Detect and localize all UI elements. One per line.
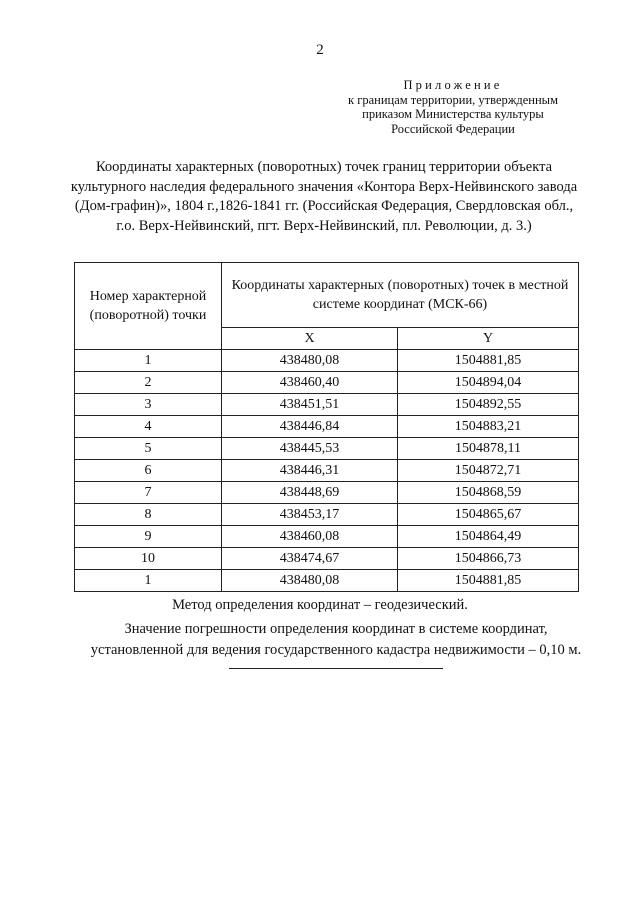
appendix-block (330, 78, 576, 136)
table-row (75, 438, 579, 460)
x-value: 438480,08 (222, 570, 398, 592)
appendix-line: к границам территории, утвержденным (348, 92, 558, 107)
y-value: 1504892,55 (398, 394, 579, 416)
x-value: 438448,69 (222, 482, 398, 504)
point-number: 8 (75, 504, 222, 526)
point-number: 4 (75, 416, 222, 438)
point-number: 1 (75, 350, 222, 372)
table-row (75, 394, 579, 416)
point-number: 1 (75, 570, 222, 592)
y-value: 1504894,04 (398, 372, 579, 394)
x-value: 438446,31 (222, 460, 398, 482)
table-row (75, 570, 579, 592)
table-row (75, 504, 579, 526)
table-row (75, 350, 579, 372)
closing-rule (229, 668, 443, 669)
point-number: 6 (75, 460, 222, 482)
x-value: 438474,67 (222, 548, 398, 570)
y-value: 1504868,59 (398, 482, 579, 504)
x-value: 438451,51 (222, 394, 398, 416)
point-number: 3 (75, 394, 222, 416)
method-note: Метод определения координат – геодезический. (172, 597, 468, 613)
appendix-line: Российской Федерации (391, 121, 515, 136)
x-column-header: X (222, 328, 398, 350)
y-value: 1504883,21 (398, 416, 579, 438)
point-number-header: Номер характерной (поворотной) точки (75, 263, 222, 350)
x-value: 438460,40 (222, 372, 398, 394)
y-value: 1504864,49 (398, 526, 579, 548)
point-number: 7 (75, 482, 222, 504)
y-value: 1504872,71 (398, 460, 579, 482)
page-number: 2 (316, 42, 324, 58)
y-column-header: Y (398, 328, 579, 350)
x-value: 438453,17 (222, 504, 398, 526)
x-value: 438460,08 (222, 526, 398, 548)
table-row (75, 482, 579, 504)
document-title: Координаты характерных (поворотных) точек границ территории объекта культурного наследия федерального значения «Контора Верх-Нейвинского завода (Дом-графин)», 1804 г.,1826-1841 гг. (Российская Федерация, Свердловская обл., г.о. Верх-Нейвинский, пгт. Верх-Нейвинский, пл. Революции, д. 3.) (70, 159, 578, 234)
y-value: 1504865,67 (398, 504, 579, 526)
y-value: 1504878,11 (398, 438, 579, 460)
y-value: 1504881,85 (398, 570, 579, 592)
point-number: 10 (75, 548, 222, 570)
x-value: 438480,08 (222, 350, 398, 372)
y-value: 1504866,73 (398, 548, 579, 570)
point-number: 9 (75, 526, 222, 548)
precision-note: Значение погрешности определения координат в системе координат, установленной для ведения государственного кадастра недвижимости – 0,10 м. (90, 621, 582, 658)
x-value: 438445,53 (222, 438, 398, 460)
point-number: 2 (75, 372, 222, 394)
table-row (75, 460, 579, 482)
table-row (75, 548, 579, 570)
x-value: 438446,84 (222, 416, 398, 438)
coordinates-table (74, 262, 579, 592)
table-row (75, 526, 579, 548)
appendix-line: приказом Министерства культуры (362, 107, 544, 121)
table-row (75, 416, 579, 438)
coordinates-header: Координаты характерных (поворотных) точек в местной системе координат (МСК-66) (222, 263, 579, 328)
table-row (75, 372, 579, 394)
appendix-title: Приложение (403, 78, 503, 92)
point-number: 5 (75, 438, 222, 460)
y-value: 1504881,85 (398, 350, 579, 372)
